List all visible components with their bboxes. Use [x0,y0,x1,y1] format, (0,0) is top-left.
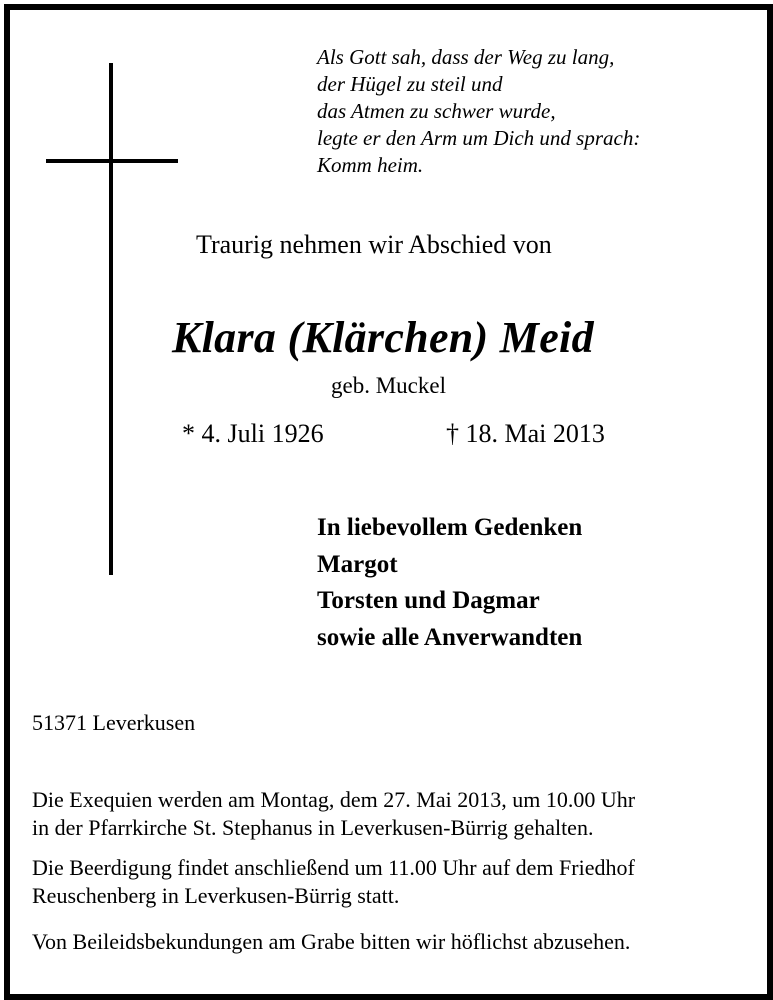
mourner-line: Torsten und Dagmar [317,587,540,614]
notice-line: Reuschenberg in Leverkusen-Bürrig statt. [32,883,400,908]
deceased-name: Klara (Klärchen) Meid [172,313,594,362]
poem-line: das Atmen zu schwer wurde, [317,99,556,123]
mourner-line: sowie alle Anverwandten [317,623,583,651]
birth-name: geb. Muckel [331,373,446,398]
notice-line: in der Pfarrkirche St. Stephanus in Leverkusen-Bürrig gehalten. [32,815,594,840]
mourner-line: Margot [317,550,398,578]
notice-burial [32,854,635,910]
death-date: † 18. Mai 2013 [446,419,605,448]
mourners-block [317,510,582,656]
cross-horizontal-bar [46,159,178,163]
poem-line: Als Gott sah, dass der Weg zu lang, [317,45,615,69]
poem-line: legte er den Arm um Dich und sprach: [317,126,641,150]
notice-line: Von Beileidsbekundungen am Grabe bitten wir höflichst abzusehen. [32,929,631,954]
notice-condolences [32,928,630,956]
city-line: 51371 Leverkusen [32,710,196,735]
poem-line: der Hügel zu steil und [317,72,503,96]
poem-line: Komm heim. [317,153,424,177]
notice-line: Die Beerdigung findet anschließend um 11.00 Uhr auf dem Friedhof [32,855,635,880]
birth-date: * 4. Juli 1926 [182,419,324,448]
notice-exequies [32,786,635,842]
mourner-line: In liebevollem Gedenken [317,514,583,541]
intro-text: Traurig nehmen wir Abschied von [196,230,552,259]
notice-line: Die Exequien werden am Montag, dem 27. Mai 2013, um 10.00 Uhr [32,787,636,812]
poem [317,44,640,179]
cross-vertical-bar [109,63,113,575]
